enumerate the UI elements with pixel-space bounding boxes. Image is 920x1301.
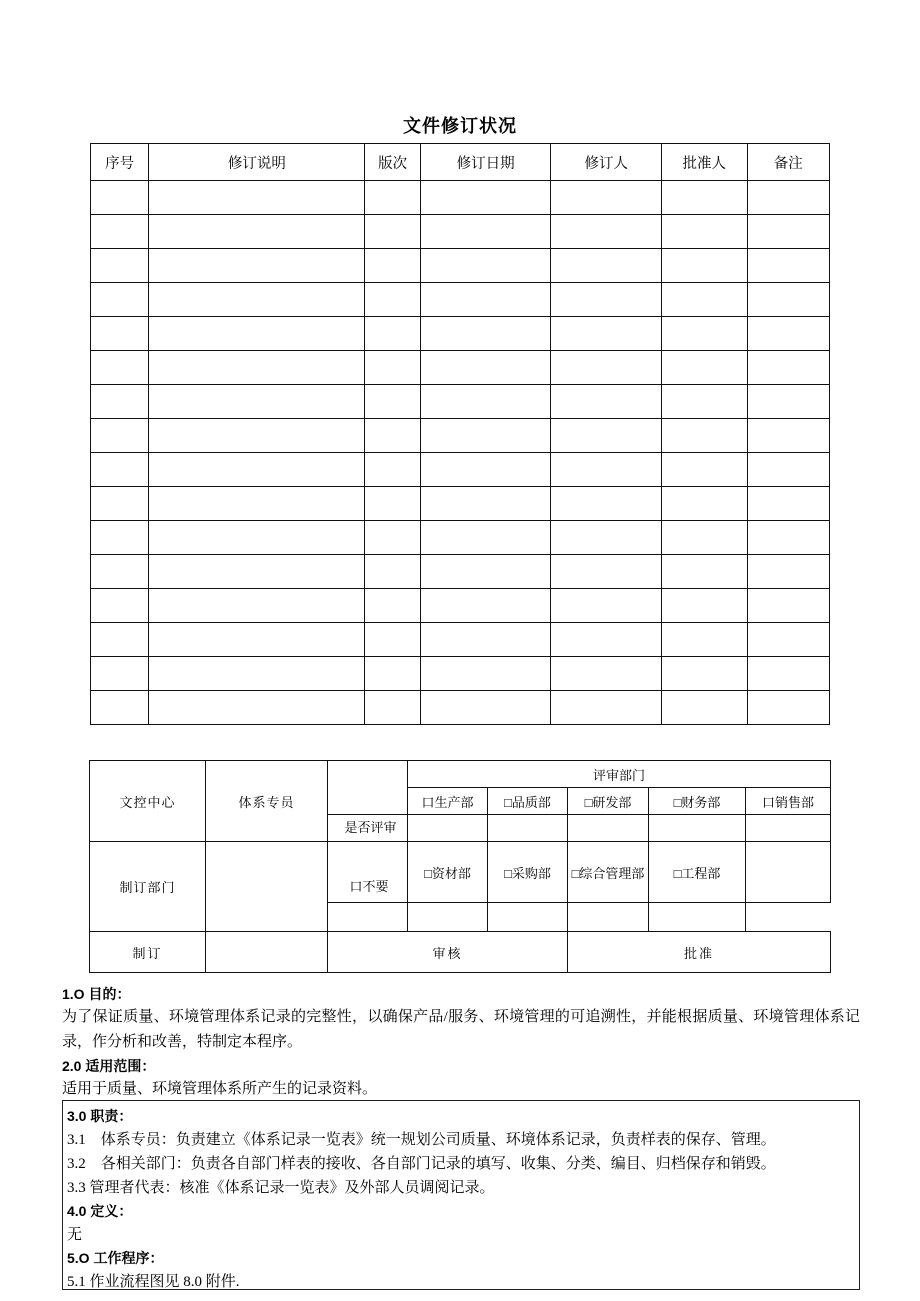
table-row [91, 249, 830, 283]
table-row [91, 521, 830, 555]
table-cell[interactable] [91, 215, 149, 249]
table-cell[interactable] [149, 657, 365, 691]
table-row [91, 555, 830, 589]
table-cell[interactable] [662, 521, 747, 555]
blank-cell [488, 903, 568, 932]
blank-cell [328, 903, 408, 932]
table-cell[interactable] [420, 487, 551, 521]
table-cell[interactable] [420, 657, 551, 691]
boxed-sections-container [62, 1100, 860, 1290]
table-cell[interactable] [91, 623, 149, 657]
checkbox-engineering-dept[interactable]: □工程部 [649, 842, 746, 903]
column-header-desc: 修订说明 [149, 144, 365, 181]
table-cell[interactable] [149, 249, 365, 283]
table-cell[interactable] [662, 555, 747, 589]
review-group-spacer [328, 761, 408, 815]
table-cell[interactable] [662, 623, 747, 657]
table-cell[interactable] [662, 487, 747, 521]
approval-signature-row [90, 932, 831, 973]
table-cell[interactable] [420, 351, 551, 385]
table-cell[interactable] [747, 181, 829, 215]
table-cell[interactable] [662, 351, 747, 385]
table-cell[interactable] [551, 215, 662, 249]
section-text-5-1: 5.1 作业流程图见 8.0 附件. [67, 1274, 240, 1290]
section-text-3-3: 3.3 管理者代表：核准《体系记录一览表》及外部人员调阅记录。 [67, 1180, 495, 1196]
table-cell[interactable] [747, 419, 829, 453]
table-row [91, 623, 830, 657]
checkbox-rnd-dept[interactable]: □研发部 [568, 788, 649, 815]
table-cell[interactable] [662, 181, 747, 215]
table-cell[interactable] [149, 385, 365, 419]
table-cell[interactable] [420, 181, 551, 215]
table-cell[interactable] [91, 487, 149, 521]
column-header-approver: 批准人 [662, 144, 747, 181]
table-cell[interactable] [365, 351, 420, 385]
table-cell[interactable] [91, 453, 149, 487]
table-cell[interactable] [91, 385, 149, 419]
table-cell[interactable] [662, 453, 747, 487]
table-cell[interactable] [662, 283, 747, 317]
table-row [91, 453, 830, 487]
table-cell[interactable] [91, 419, 149, 453]
table-cell[interactable] [662, 249, 747, 283]
table-cell[interactable] [149, 419, 365, 453]
checkbox-production-dept[interactable]: 口生产部 [408, 788, 488, 815]
section-heading-1: 1.O 目的： [62, 986, 131, 1002]
section-text-1-0: 为了保证质量、环境管理体系记录的完整性，以确保产品/服务、环境管理的可追溯性，并能根据质量、环境管理体系记录，作分析和改善，特制定本程序。 [62, 1009, 860, 1050]
table-cell[interactable] [365, 623, 420, 657]
table-cell[interactable] [420, 283, 551, 317]
blank-cell [408, 815, 488, 842]
table-cell[interactable] [420, 419, 551, 453]
section-text-3-2: 3.2 各相关部门：负责各自部门样表的接收、各自部门记录的填写、收集、分类、编目、归档保存和销毁。 [67, 1156, 776, 1172]
table-header-row [91, 144, 830, 181]
blank-cell [488, 815, 568, 842]
checkbox-sales-dept[interactable]: 口销售部 [746, 788, 831, 815]
table-cell[interactable] [149, 623, 365, 657]
table-row [91, 351, 830, 385]
table-cell[interactable] [149, 317, 365, 351]
label-prepared-by: 制订 [90, 932, 206, 973]
table-cell[interactable] [747, 555, 829, 589]
column-header-remark: 备注 [747, 144, 829, 181]
blank-cell [568, 815, 649, 842]
table-cell[interactable] [420, 249, 551, 283]
table-cell[interactable] [420, 691, 551, 725]
table-cell[interactable] [662, 419, 747, 453]
table-cell[interactable] [747, 283, 829, 317]
table-cell[interactable] [551, 181, 662, 215]
table-cell[interactable] [91, 181, 149, 215]
owner-cell-issuing-dept: 制订部门 [90, 842, 206, 932]
column-header-version: 版次 [365, 144, 420, 181]
table-cell[interactable] [551, 351, 662, 385]
table-row [91, 385, 830, 419]
table-cell[interactable] [662, 657, 747, 691]
issuing-dept-role-cell[interactable] [206, 842, 328, 932]
table-cell[interactable] [149, 181, 365, 215]
table-cell[interactable] [365, 589, 420, 623]
table-cell[interactable] [747, 453, 829, 487]
table-cell[interactable] [747, 385, 829, 419]
table-cell[interactable] [91, 317, 149, 351]
table-row [91, 487, 830, 521]
label-approved-by: 批准 [568, 932, 831, 973]
table-cell[interactable] [551, 317, 662, 351]
table-cell[interactable] [747, 249, 829, 283]
review-flag-label-yes: 是否评审 [328, 815, 410, 842]
table-cell[interactable] [91, 589, 149, 623]
table-cell[interactable] [365, 385, 420, 419]
table-cell[interactable] [149, 691, 365, 725]
table-cell[interactable] [551, 487, 662, 521]
table-cell[interactable] [551, 589, 662, 623]
checkbox-quality-dept[interactable]: □品质部 [488, 788, 568, 815]
table-cell[interactable] [91, 555, 149, 589]
blank-cell [408, 903, 488, 932]
blank-cell [649, 815, 746, 842]
table-cell[interactable] [551, 555, 662, 589]
checkbox-purchasing-dept[interactable]: □采购部 [488, 842, 568, 903]
table-cell[interactable] [551, 385, 662, 419]
table-cell[interactable] [91, 657, 149, 691]
page-title: 文件修订状况 [403, 116, 517, 136]
checkbox-finance-dept[interactable]: □财务部 [649, 788, 746, 815]
table-cell[interactable] [149, 351, 365, 385]
table-cell[interactable] [551, 419, 662, 453]
section-text-4-0: 无 [67, 1227, 83, 1243]
table-cell[interactable] [365, 215, 420, 249]
table-row [91, 691, 830, 725]
table-row [91, 657, 830, 691]
table-cell[interactable] [551, 657, 662, 691]
table-cell[interactable] [365, 521, 420, 555]
table-cell[interactable] [662, 691, 747, 725]
role-cell-system-officer: 体系专员 [206, 761, 328, 842]
table-cell[interactable] [747, 215, 829, 249]
table-row [91, 419, 830, 453]
table-cell[interactable] [149, 487, 365, 521]
label-reviewed-by: 审核 [328, 932, 568, 973]
table-cell[interactable] [420, 453, 551, 487]
table-cell[interactable] [551, 249, 662, 283]
section-heading-4: 4.0 定义： [67, 1203, 133, 1219]
approval-row-departments-2 [90, 842, 831, 903]
table-cell[interactable] [747, 521, 829, 555]
table-cell[interactable] [551, 691, 662, 725]
checkbox-extra-dept[interactable] [746, 842, 831, 903]
table-cell[interactable] [365, 317, 420, 351]
table-cell[interactable] [420, 385, 551, 419]
table-cell[interactable] [91, 351, 149, 385]
table-cell[interactable] [365, 691, 420, 725]
checkbox-general-admin-dept[interactable]: □综合管理部 [568, 842, 649, 903]
approval-row-group-header [90, 761, 831, 788]
review-flag-label-no: 口不要 [349, 879, 389, 894]
table-cell[interactable] [149, 555, 365, 589]
table-row [91, 283, 830, 317]
blank-cell [649, 903, 746, 932]
table-cell[interactable] [662, 215, 747, 249]
section-text-3-1: 3.1 体系专员：负责建立《体系记录一览表》统一规划公司质量、环境体系记录，负责样表的保存、管理。 [67, 1132, 776, 1148]
table-cell[interactable] [551, 283, 662, 317]
table-cell[interactable] [551, 623, 662, 657]
table-cell[interactable] [365, 181, 420, 215]
column-header-seq: 序号 [91, 144, 149, 181]
table-cell[interactable] [365, 453, 420, 487]
blank-cell [746, 815, 831, 842]
owner-cell-document-control: 文控中心 [90, 761, 206, 842]
blank-cell [568, 903, 649, 932]
value-prepared-by[interactable] [206, 932, 328, 973]
review-flag-cell[interactable] [328, 815, 408, 903]
table-cell[interactable] [747, 487, 829, 521]
table-cell[interactable] [747, 589, 829, 623]
table-cell[interactable] [747, 623, 829, 657]
table-cell[interactable] [365, 657, 420, 691]
table-cell[interactable] [365, 249, 420, 283]
table-cell[interactable] [662, 589, 747, 623]
table-row [91, 317, 830, 351]
table-cell[interactable] [420, 555, 551, 589]
table-cell[interactable] [747, 317, 829, 351]
table-cell[interactable] [747, 657, 829, 691]
table-cell[interactable] [91, 249, 149, 283]
column-header-reviser: 修订人 [551, 144, 662, 181]
table-row [91, 181, 830, 215]
column-header-date: 修订日期 [420, 144, 551, 181]
section-heading-3: 3.0 职责： [67, 1108, 133, 1124]
table-cell[interactable] [420, 215, 551, 249]
table-cell[interactable] [551, 521, 662, 555]
table-cell[interactable] [420, 521, 551, 555]
table-cell[interactable] [149, 283, 365, 317]
table-cell[interactable] [149, 453, 365, 487]
table-cell[interactable] [662, 317, 747, 351]
table-cell[interactable] [747, 691, 829, 725]
checkbox-materials-dept[interactable]: □资材部 [408, 842, 488, 903]
table-cell[interactable] [365, 419, 420, 453]
table-cell[interactable] [365, 487, 420, 521]
review-group-label-text: 评审部门 [593, 767, 646, 783]
table-cell[interactable] [91, 283, 149, 317]
table-row [91, 215, 830, 249]
table-cell[interactable] [662, 385, 747, 419]
section-text-2-0: 适用于质量、环境管理体系所产生的记录资料。 [62, 1081, 378, 1097]
table-cell[interactable] [91, 691, 149, 725]
table-cell[interactable] [747, 351, 829, 385]
section-heading-5: 5.O 工作程序： [67, 1250, 164, 1266]
body-sections [62, 983, 860, 1102]
review-group-label [408, 761, 831, 788]
approval-table [89, 760, 831, 973]
table-cell[interactable] [91, 521, 149, 555]
table-cell[interactable] [149, 521, 365, 555]
table-cell[interactable] [149, 215, 365, 249]
table-cell[interactable] [420, 589, 551, 623]
table-cell[interactable] [365, 283, 420, 317]
table-cell[interactable] [420, 623, 551, 657]
table-cell[interactable] [365, 555, 420, 589]
table-cell[interactable] [551, 453, 662, 487]
section-heading-2: 2.0 适用范围： [62, 1058, 156, 1074]
table-row [91, 589, 830, 623]
revision-history-table [90, 143, 830, 725]
table-cell[interactable] [420, 317, 551, 351]
table-cell[interactable] [149, 589, 365, 623]
revision-table-body [91, 181, 830, 725]
